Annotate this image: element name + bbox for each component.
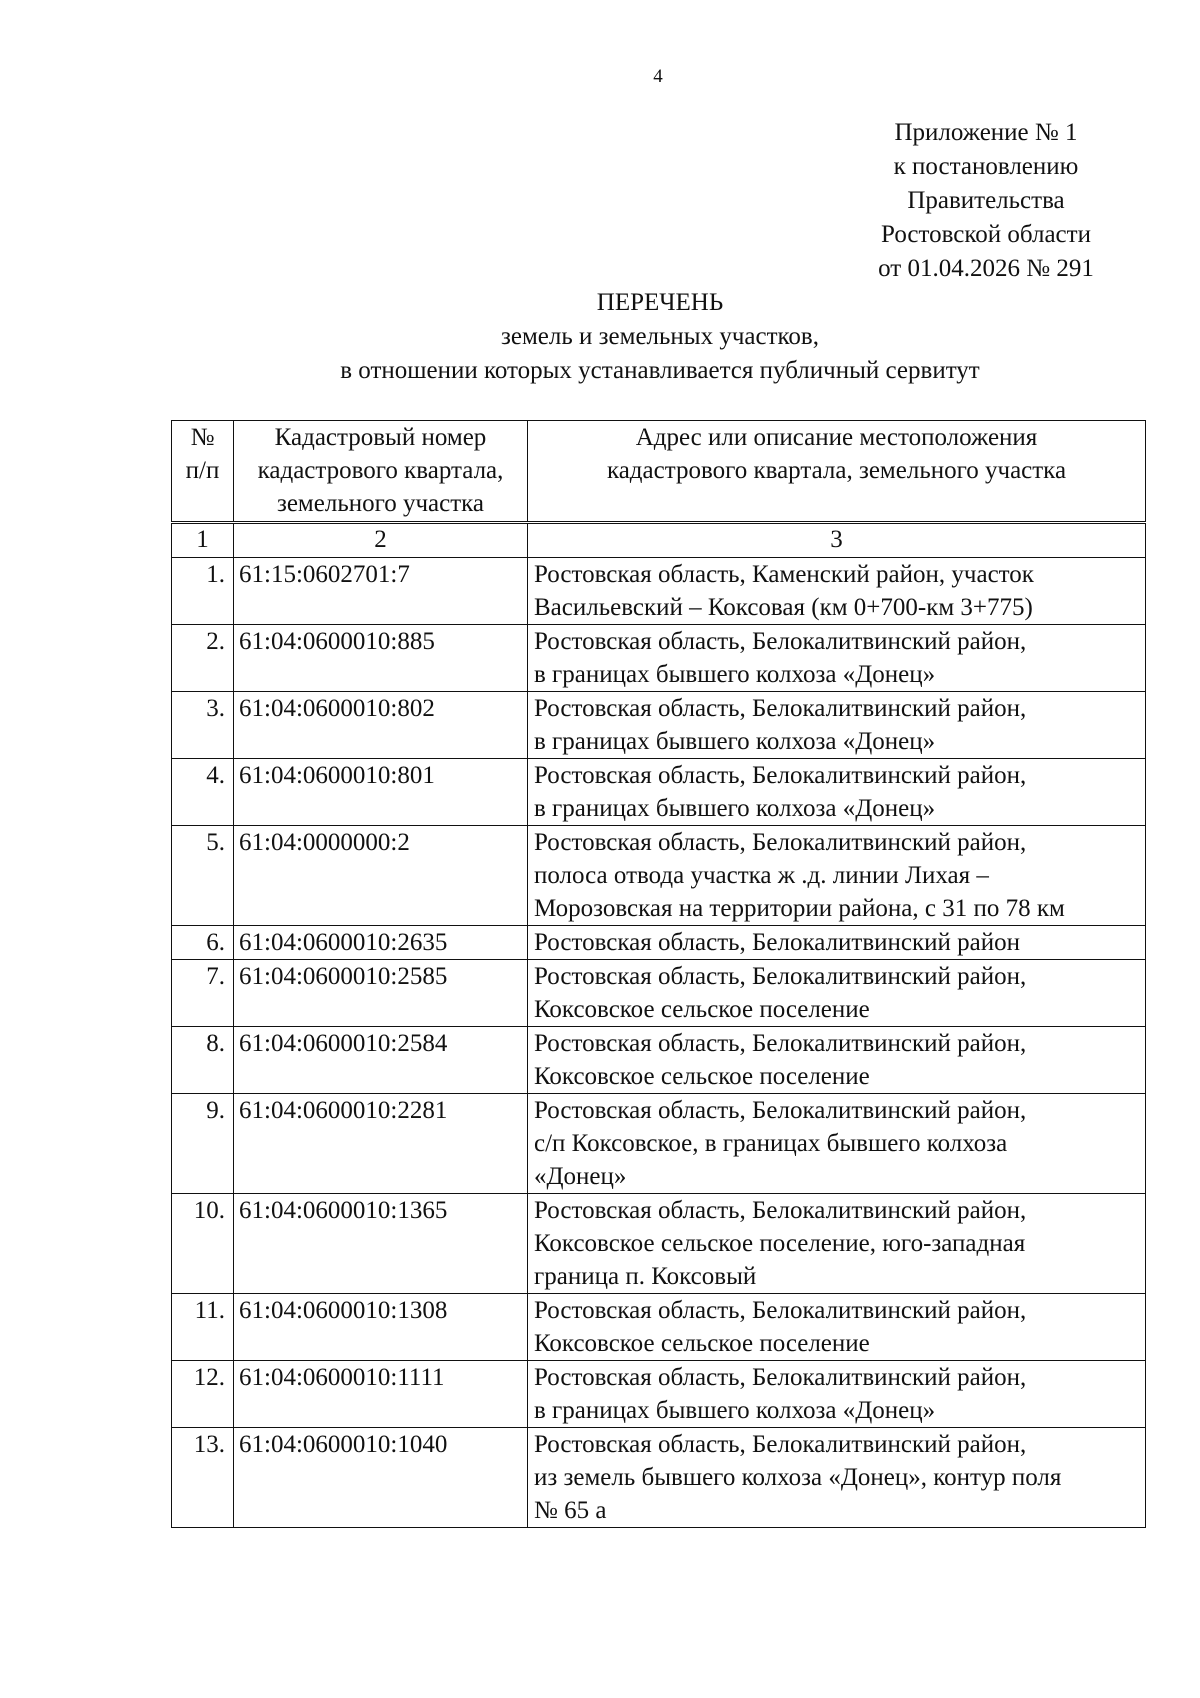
address-line: Ростовская область, Белокалитвинский район (534, 929, 1021, 956)
row-number: 6. (172, 926, 234, 960)
row-number: 10. (172, 1194, 234, 1294)
cadastral-number: 61:04:0000000:2 (234, 826, 528, 926)
table-row (172, 1428, 1146, 1528)
table-row (172, 826, 1146, 926)
table-row (172, 692, 1146, 759)
cadastral-number: 61:04:0600010:2585 (234, 960, 528, 1027)
address-line: Ростовская область, Белокалитвинский район, (534, 695, 1027, 722)
address-cell (528, 1194, 1146, 1294)
appendix-line: Приложение № 1 (894, 119, 1078, 146)
address-line: Ростовская область, Белокалитвинский район, (534, 762, 1027, 789)
row-number: 7. (172, 960, 234, 1027)
address-line: в границах бывшего колхоза «Донец» (534, 1397, 936, 1424)
row-number: 5. (172, 826, 234, 926)
table-row (172, 625, 1146, 692)
row-number: 8. (172, 1027, 234, 1094)
row-number: 13. (172, 1428, 234, 1528)
address-line: Ростовская область, Белокалитвинский район, (534, 1364, 1027, 1391)
cadastral-number: 61:04:0600010:1040 (234, 1428, 528, 1528)
row-number: 9. (172, 1094, 234, 1194)
address-line: из земель бывшего колхоза «Донец», контур поля (534, 1464, 1062, 1491)
cadastral-number: 61:15:0602701:7 (234, 558, 528, 625)
address-line: «Донец» (534, 1163, 627, 1190)
address-line: Ростовская область, Белокалитвинский район, (534, 829, 1027, 856)
table-row (172, 926, 1146, 960)
address-cell (528, 1361, 1146, 1428)
cadastral-number: 61:04:0600010:2584 (234, 1027, 528, 1094)
address-cell (528, 1094, 1146, 1194)
address-cell (528, 826, 1146, 926)
row-number: 4. (172, 759, 234, 826)
address-line: с/п Коксовское, в границах бывшего колхоза (534, 1130, 1008, 1157)
address-line: Васильевский – Коксовая (км 0+700-км 3+775) (534, 594, 1033, 621)
header-cadastral: Кадастровый номер кадастрового квартала, земельного участка (234, 421, 528, 523)
address-line: № 65 а (534, 1497, 607, 1524)
row-number: 2. (172, 625, 234, 692)
row-number: 1. (172, 558, 234, 625)
table-row (172, 759, 1146, 826)
appendix-line: Ростовской области (881, 221, 1091, 248)
address-cell (528, 759, 1146, 826)
row-number: 12. (172, 1361, 234, 1428)
cadastral-number: 61:04:0600010:1111 (234, 1361, 528, 1428)
heading-title: ПЕРЕЧЕНЬ (596, 289, 724, 316)
address-line: граница п. Коксовый (534, 1263, 757, 1290)
address-cell (528, 558, 1146, 625)
address-line: в границах бывшего колхоза «Донец» (534, 795, 936, 822)
address-line: Ростовская область, Белокалитвинский район, (534, 1297, 1027, 1324)
address-line: Коксовское сельское поселение (534, 1063, 870, 1090)
address-line: в границах бывшего колхоза «Донец» (534, 728, 936, 755)
table-row (172, 1194, 1146, 1294)
address-cell (528, 1027, 1146, 1094)
table-header-row (172, 421, 1146, 523)
table-row (172, 558, 1146, 625)
header-num: № п/п (172, 421, 234, 523)
address-line: Ростовская область, Белокалитвинский район, (534, 628, 1027, 655)
address-line: Морозовская на территории района, с 31 по 78 км (534, 895, 1065, 922)
appendix-line: от 01.04.2026 № 291 (878, 255, 1094, 282)
heading-line: в отношении которых устанавливается публичный сервитут (340, 357, 980, 384)
address-cell (528, 1428, 1146, 1528)
header-address: Адрес или описание местоположения кадастрового квартала, земельного участка (528, 421, 1146, 523)
cadastral-number: 61:04:0600010:1308 (234, 1294, 528, 1361)
address-line: Коксовское сельское поселение, юго-западная (534, 1230, 1026, 1257)
cadastral-number: 61:04:0600010:885 (234, 625, 528, 692)
table-row (172, 1294, 1146, 1361)
appendix-line: Правительства (907, 187, 1065, 214)
cadastral-number: 61:04:0600010:801 (234, 759, 528, 826)
address-line: Ростовская область, Белокалитвинский район, (534, 1030, 1027, 1057)
table-row (172, 1361, 1146, 1428)
address-line: Коксовское сельское поселение (534, 1330, 870, 1357)
table-row (172, 1094, 1146, 1194)
address-cell (528, 926, 1146, 960)
row-number: 11. (172, 1294, 234, 1361)
address-line: Ростовская область, Белокалитвинский район, (534, 1197, 1027, 1224)
address-line: Ростовская область, Белокалитвинский район, (534, 1431, 1027, 1458)
row-number: 3. (172, 692, 234, 759)
cadastral-number: 61:04:0600010:1365 (234, 1194, 528, 1294)
column-number: 3 (528, 523, 1146, 558)
column-number-row (172, 523, 1146, 558)
address-line: Ростовская область, Белокалитвинский район, (534, 1097, 1027, 1124)
address-line: Коксовское сельское поселение (534, 996, 870, 1023)
cadastral-number: 61:04:0600010:2281 (234, 1094, 528, 1194)
address-line: в границах бывшего колхоза «Донец» (534, 661, 936, 688)
table-row (172, 960, 1146, 1027)
column-number: 2 (234, 523, 528, 558)
column-number: 1 (172, 523, 234, 558)
heading-line: земель и земельных участков, (501, 323, 819, 350)
land-plots-table (171, 420, 1146, 1528)
address-cell (528, 625, 1146, 692)
address-cell (528, 692, 1146, 759)
appendix-block (836, 116, 1136, 286)
address-line: полоса отвода участка ж .д. линии Лихая – (534, 862, 989, 889)
address-cell (528, 1294, 1146, 1361)
cadastral-number: 61:04:0600010:802 (234, 692, 528, 759)
address-line: Ростовская область, Каменский район, участок (534, 561, 1034, 588)
appendix-line: к постановлению (893, 153, 1079, 180)
table-body (172, 558, 1146, 1528)
cadastral-number: 61:04:0600010:2635 (234, 926, 528, 960)
table-row (172, 1027, 1146, 1094)
page-number: 4 (653, 66, 663, 87)
address-line: Ростовская область, Белокалитвинский район, (534, 963, 1027, 990)
document-heading (160, 286, 1160, 388)
address-cell (528, 960, 1146, 1027)
